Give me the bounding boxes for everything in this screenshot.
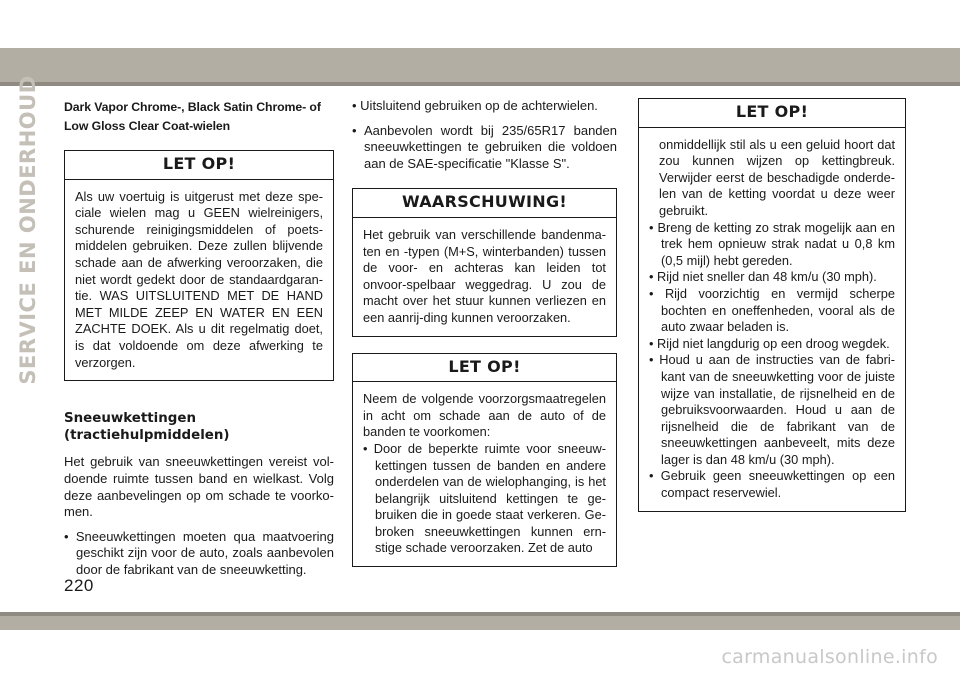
caution-paragraph: Als uw voertuig is uitgerust met deze spe-ciale wielen mag u GEEN wielreinigers, schurende reinigingsmiddelen of poets-middelen gebruiken. Deze zullen blijvende schade aan de afwerking veroorzaken, die niet wordt gedekt door de standaardgaran-tie. WAS UITSLUITEND MET DE HAND MET MILDE ZEEP EN WATER EN EEN ZACHTE DOEK. Als u dit regelmatig doet, is dat voldoende om deze afwerking te verzorgen. <box>75 188 323 370</box>
caution-title-3: LET OP! <box>639 99 905 128</box>
caution-bullet-dry-road: • Rijd niet langdurig op een droog wegdek. <box>649 335 890 351</box>
snow-chains-bullet-3: • Aanbevolen wordt bij 235/65R17 banden sneeuwkettingen te gebruiken die voldoen aan de SAE-specificatie "Klasse S". <box>352 122 617 171</box>
caution-chains-intro: Neem de volgende voorzorgsmaatregelen in acht om schade aan de auto of de banden te voorkomen: <box>363 391 606 440</box>
side-chapter-title-text: SERVICE EN ONDERHOUD <box>16 75 40 385</box>
subheading-line-1: Dark Vapor Chrome-, Black Satin Chrome- of <box>64 100 321 114</box>
section-heading-snow-chains: Sneeuwkettingen (tractiehulpmiddelen) <box>64 411 230 443</box>
page-number: 220 <box>64 576 94 595</box>
snow-chains-bullet-2: • Uitsluitend gebruiken op de achterwielen. <box>352 98 598 113</box>
column-1 <box>64 98 334 586</box>
caution-bullet-speed: • Rijd niet sneller dan 48 km/u (30 mph). <box>649 269 877 285</box>
warning-box <box>352 188 617 336</box>
warning-title: WAARSCHUWING! <box>353 189 616 218</box>
caution-text <box>65 180 333 381</box>
caution-bullet-careful: • Rijd voorzichtig en vermijd scherpe bochten en oneffenheden, vooral als de auto zwaar beladen is. <box>649 285 895 335</box>
header-band <box>0 48 960 82</box>
caution-bullet-tighten: • Breng de ketting zo strak mogelijk aan en trek hem opnieuw strak nadat u 0,8 km (0,5 mijl) hebt gereden. <box>649 219 895 268</box>
caution-chains-text <box>353 382 616 566</box>
column-2 <box>352 98 617 577</box>
caution-title-2: LET OP! <box>353 354 616 383</box>
caution-bullet-instructions: • Houd u aan de instructies van de fabri-kant van de sneeuwketting voor de juiste wijze van installatie, de rijsnelheid en de gebruiksvoorwaarden. Houd u aan de rijsnelheid die de fabrikant van de sneeuwkettingen aanbeveelt, mits deze lager is dan 48 km/u (30 mph). <box>649 352 895 467</box>
caution-box-wheels <box>64 150 334 381</box>
warning-text <box>353 218 616 336</box>
caution-chains-bullet-1: • Door de beperkte ruimte voor sneeuw-kettingen tussen de banden en andere onderdelen van de wielophanging, is het belangrijk uitsluitend kettingen te ge-bruiken die in goede staat verkeren. Ge-broken sneeuwkettingen kunnen ern-stige schade veroorzaken. Zet de auto <box>363 440 606 556</box>
header-rule <box>0 82 960 86</box>
caution-title: LET OP! <box>65 151 333 180</box>
subheading-line-2: Low Gloss Clear Coat-wielen <box>64 119 231 133</box>
wheel-finish-subheading <box>64 98 334 136</box>
side-chapter-title <box>8 75 48 385</box>
warning-paragraph: Het gebruik van verschillende bandenma-ten en -typen (M+S, winterbanden) tussen de voor- en achteras kan leiden tot onvoor-spelbaar weggedrag. U zou de macht over het stuur kunnen verliezen en een aanrij-ding kunnen veroorzaken. <box>363 226 606 325</box>
watermark: carmanualsonline.info <box>721 646 938 668</box>
snow-chains-intro: Het gebruik van sneeuwkettingen vereist vol-doende ruimte tussen band en wielkast. Volg deze aanbevelingen op om schade te voorko-men. <box>64 454 334 520</box>
caution-continuation: onmiddellijk stil als u een geluid hoort dat zou kunnen wijzen op kettingbreuk. Verwijder eerst de beschadigde onderde-len van de ketting voordat u deze weer gebruikt. <box>659 136 895 218</box>
snow-chains-bullet-1: • Sneeuwkettingen moeten qua maatvoering geschikt zijn voor de auto, zoals aanbevolen door de fabrikant van de sneeuwketting. <box>64 528 334 577</box>
caution-bullet-spare: • Gebruik geen sneeuwkettingen op een compact reservewiel. <box>649 468 895 501</box>
column-3 <box>638 98 906 522</box>
caution-box-chains <box>352 353 617 568</box>
caution-box-continued <box>638 98 906 512</box>
footer-band <box>0 616 960 630</box>
caution-continued-text <box>639 128 905 511</box>
